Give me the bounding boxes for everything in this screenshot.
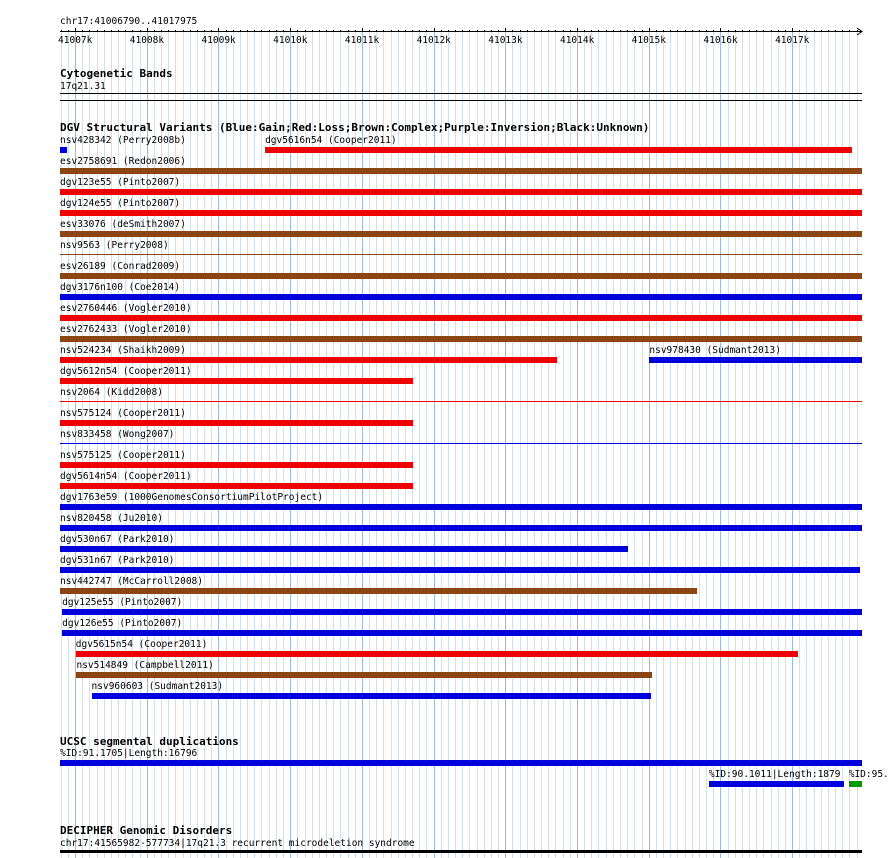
cytoband-band[interactable]: [60, 93, 862, 94]
ruler-tick-label: 41011k: [344, 35, 380, 46]
dgv-feature-label[interactable]: dgv125e55 (Pinto2007): [62, 597, 183, 608]
dgv-feature-label[interactable]: nsv960603 (Sudmant2013): [91, 681, 224, 692]
ruler-tick-label: 41017k: [775, 35, 810, 46]
dgv-feature-bar[interactable]: [60, 462, 413, 468]
segdup-feature-label[interactable]: %ID:90.1011|Length:1879: [708, 769, 841, 780]
location-label: chr17:41006790..41017975: [60, 16, 198, 27]
dgv-feature-label[interactable]: dgv126e55 (Pinto2007): [62, 618, 183, 629]
dgv-feature-bar[interactable]: [60, 273, 862, 279]
dgv-feature-bar[interactable]: [76, 672, 651, 678]
ruler-tick-label: 41008k: [129, 35, 165, 46]
dgv-feature-bar[interactable]: [60, 588, 697, 594]
decipher-feature-label[interactable]: chr17:41565982-577734|17q21.3 recurrent microdeletion syndrome: [60, 838, 415, 849]
dgv-feature-bar[interactable]: [60, 504, 862, 510]
segdup-feature-label[interactable]: %ID:95.: [848, 769, 889, 780]
dgv-feature-label[interactable]: esv2760446 (Vogler2010): [60, 303, 192, 314]
dgv-feature-bar[interactable]: [60, 546, 628, 552]
dgv-feature-label[interactable]: dgv123e55 (Pinto2007): [60, 177, 181, 188]
dgv-feature-label[interactable]: esv2762433 (Vogler2010): [60, 324, 192, 335]
decipher-feature-bar[interactable]: [60, 850, 862, 853]
dgv-feature-label[interactable]: esv2758691 (Redon2006): [60, 156, 186, 167]
dgv-feature-bar[interactable]: [60, 315, 862, 321]
dgv-feature-label[interactable]: nsv820458 (Ju2010): [60, 513, 163, 524]
dgv-feature-label[interactable]: dgv5615n54 (Cooper2011): [75, 639, 208, 650]
dgv-feature-label[interactable]: nsv9563 (Perry2008): [60, 240, 169, 251]
segdup-feature-bar[interactable]: [709, 781, 844, 787]
ruler-tick-label: 41009k: [201, 35, 236, 46]
dgv-feature-label[interactable]: nsv2064 (Kidd2008): [60, 387, 163, 398]
dgv-feature-bar[interactable]: [60, 210, 862, 216]
ruler-tick-label: 41012k: [416, 35, 451, 46]
dgv-feature-bar[interactable]: [60, 483, 413, 489]
dgv-feature-bar[interactable]: [60, 567, 860, 573]
dgv-feature-label[interactable]: nsv833458 (Wong2007): [60, 429, 175, 440]
dgv-feature-label[interactable]: dgv124e55 (Pinto2007): [60, 198, 181, 209]
segdup-feature-label[interactable]: %ID:91.1705|Length:16796: [60, 748, 198, 759]
dgv-track-title[interactable]: DGV Structural Variants (Blue:Gain;Red:Loss;Brown:Complex;Purple:Inversion;Black:Unknown): [60, 121, 650, 134]
dgv-feature-label[interactable]: nsv575124 (Cooper2011): [60, 408, 186, 419]
dgv-feature-bar[interactable]: [60, 147, 67, 153]
cytoband-underline: [60, 100, 862, 101]
ruler-tick-label: 41016k: [703, 35, 738, 46]
dgv-feature-label[interactable]: nsv514849 (Campbell2011): [76, 660, 214, 671]
ruler-tick-label: 41014k: [559, 35, 595, 46]
dgv-feature-label[interactable]: dgv5616n54 (Cooper2011): [265, 135, 397, 146]
dgv-feature-label[interactable]: nsv428342 (Perry2008b): [60, 135, 186, 146]
ruler-tick-label: 41013k: [488, 35, 523, 46]
ruler-tick-label: 41015k: [631, 35, 666, 46]
segdup-feature-bar[interactable]: [849, 781, 862, 787]
dgv-feature-label[interactable]: dgv1763e59 (1000GenomesConsortiumPilotProject): [60, 492, 324, 503]
dgv-feature-label[interactable]: dgv530n67 (Park2010): [60, 534, 175, 545]
segdup-track-title[interactable]: UCSC segmental duplications: [60, 735, 239, 748]
dgv-feature-bar[interactable]: [62, 630, 862, 636]
cytoband-track-title[interactable]: Cytogenetic Bands: [60, 67, 173, 80]
segdup-feature-bar[interactable]: [60, 760, 862, 766]
dgv-feature-bar[interactable]: [60, 401, 862, 402]
dgv-feature-label[interactable]: dgv5612n54 (Cooper2011): [60, 366, 192, 377]
dgv-feature-bar[interactable]: [92, 693, 651, 699]
dgv-feature-label[interactable]: nsv524234 (Shaikh2009): [60, 345, 186, 356]
dgv-feature-label[interactable]: dgv5614n54 (Cooper2011): [60, 471, 192, 482]
dgv-feature-bar[interactable]: [60, 231, 862, 237]
dgv-feature-bar[interactable]: [60, 420, 413, 426]
dgv-feature-bar[interactable]: [265, 147, 852, 153]
dgv-feature-bar[interactable]: [60, 378, 413, 384]
ruler-tick-label: 41010k: [273, 35, 308, 46]
dgv-feature-bar[interactable]: [60, 294, 862, 300]
dgv-feature-label[interactable]: esv33076 (deSmith2007): [60, 219, 186, 230]
dgv-feature-bar[interactable]: [60, 357, 557, 363]
dgv-feature-bar[interactable]: [62, 609, 862, 615]
dgv-feature-bar[interactable]: [649, 357, 862, 363]
dgv-feature-label[interactable]: nsv442747 (McCarroll2008): [60, 576, 203, 587]
dgv-feature-bar[interactable]: [76, 651, 798, 657]
ruler-tick-label: 41007k: [58, 35, 93, 46]
cytoband-label[interactable]: 17q21.31: [60, 81, 106, 92]
dgv-feature-label[interactable]: nsv978430 (Sudmant2013): [649, 345, 781, 356]
dgv-feature-bar[interactable]: [60, 189, 862, 195]
dgv-feature-label[interactable]: dgv531n67 (Park2010): [60, 555, 175, 566]
dgv-feature-bar[interactable]: [60, 168, 862, 174]
dgv-feature-bar[interactable]: [60, 525, 862, 531]
dgv-feature-label[interactable]: dgv3176n100 (Coe2014): [60, 282, 181, 293]
dgv-feature-bar[interactable]: [60, 254, 862, 255]
dgv-feature-label[interactable]: nsv575125 (Cooper2011): [60, 450, 186, 461]
dgv-feature-label[interactable]: esv26189 (Conrad2009): [60, 261, 181, 272]
decipher-track-title[interactable]: DECIPHER Genomic Disorders: [60, 824, 233, 837]
dgv-feature-bar[interactable]: [60, 336, 862, 342]
dgv-feature-bar[interactable]: [60, 443, 862, 444]
